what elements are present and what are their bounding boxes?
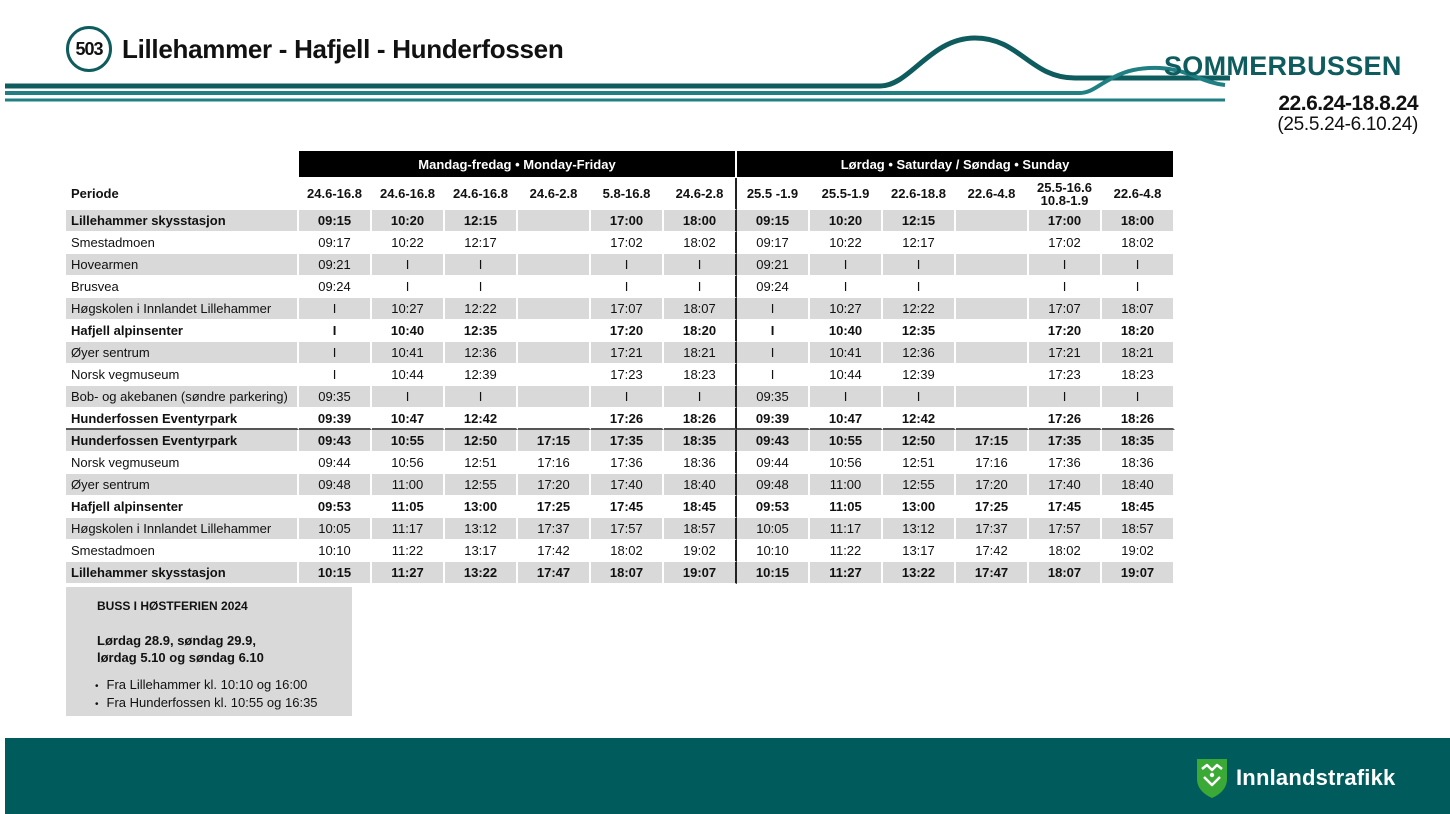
stop-name: Smestadmoen	[66, 232, 299, 254]
departure-time	[956, 320, 1029, 342]
departure-time: I	[299, 320, 372, 342]
departure-time: 10:44	[372, 364, 445, 386]
note-days-line1: Lørdag 28.9, søndag 29.9,	[97, 633, 256, 648]
departure-time: I	[883, 276, 956, 298]
innlandstrafikk-shield-icon	[1195, 757, 1229, 799]
departure-time: 10:40	[810, 320, 883, 342]
departure-time: 18:21	[664, 342, 737, 364]
departure-time: I	[883, 386, 956, 408]
periode-row	[66, 178, 1175, 210]
departure-time: 09:15	[299, 210, 372, 232]
departure-time: 09:35	[299, 386, 372, 408]
periode-label: Periode	[66, 178, 299, 210]
departure-time: 09:17	[299, 232, 372, 254]
stop-name: Hafjell alpinsenter	[66, 320, 299, 342]
stop-name: Høgskolen i Innlandet Lillehammer	[66, 298, 299, 320]
departure-time: 12:36	[883, 342, 956, 364]
departure-time: 11:00	[810, 474, 883, 496]
table-row	[66, 562, 1175, 584]
departure-time: 10:20	[810, 210, 883, 232]
stop-name: Smestadmoen	[66, 540, 299, 562]
departure-time: 18:02	[664, 232, 737, 254]
departure-time: 09:43	[737, 430, 810, 452]
departure-time: 10:05	[299, 518, 372, 540]
period-header: 25.5 -1.9	[737, 178, 810, 210]
departure-time: 09:44	[737, 452, 810, 474]
departure-time: I	[591, 276, 664, 298]
departure-time: 09:48	[737, 474, 810, 496]
table-row	[66, 518, 1175, 540]
group-header-row	[66, 151, 1175, 178]
departure-time: 11:17	[372, 518, 445, 540]
departure-time: 17:45	[1029, 496, 1102, 518]
note-days-line2: lørdag 5.10 og søndag 6.10	[97, 650, 264, 665]
departure-time: 10:55	[372, 430, 445, 452]
period-header-line: 10.8-1.9	[1040, 192, 1089, 208]
departure-time: 11:17	[810, 518, 883, 540]
departure-time: I	[591, 254, 664, 276]
departure-time	[956, 386, 1029, 408]
departure-time: 10:55	[810, 430, 883, 452]
departure-time: 18:36	[1102, 452, 1175, 474]
table-row	[66, 408, 1175, 430]
departure-time: 17:57	[1029, 518, 1102, 540]
departure-time: I	[1029, 254, 1102, 276]
table-row	[66, 496, 1175, 518]
departure-time: 17:00	[591, 210, 664, 232]
departure-time: I	[372, 386, 445, 408]
table-row	[66, 342, 1175, 364]
departure-time: 17:35	[591, 430, 664, 452]
departure-time: 10:47	[810, 408, 883, 430]
departure-time: I	[445, 386, 518, 408]
table-row	[66, 210, 1175, 232]
departure-time: 11:22	[810, 540, 883, 562]
departure-time: 13:12	[883, 518, 956, 540]
departure-time: 10:05	[737, 518, 810, 540]
departure-time: 09:43	[299, 430, 372, 452]
departure-time: 13:17	[883, 540, 956, 562]
departure-time: I	[372, 254, 445, 276]
departure-time: 18:23	[1102, 364, 1175, 386]
stop-name: Lillehammer skysstasjon	[66, 562, 299, 584]
note-item: • Fra Hunderfossen kl. 10:55 og 16:35	[95, 695, 352, 713]
departure-time	[956, 276, 1029, 298]
departure-time: 13:22	[883, 562, 956, 584]
departure-time: I	[737, 298, 810, 320]
departure-time: 17:02	[591, 232, 664, 254]
stop-name: Hovearmen	[66, 254, 299, 276]
departure-time: 12:39	[883, 364, 956, 386]
departure-time: 17:25	[956, 496, 1029, 518]
departure-time: 17:07	[591, 298, 664, 320]
departure-time	[956, 210, 1029, 232]
stop-name: Hunderfossen Eventyrpark	[66, 430, 299, 452]
departure-time: 17:20	[518, 474, 591, 496]
stop-name: Brusvea	[66, 276, 299, 298]
departure-time: 10:56	[810, 452, 883, 474]
departure-time: 09:48	[299, 474, 372, 496]
table-row	[66, 276, 1175, 298]
period-header: 22.6-4.8	[956, 178, 1029, 210]
departure-time: I	[737, 364, 810, 386]
stop-name: Øyer sentrum	[66, 474, 299, 496]
departure-time: 17:45	[591, 496, 664, 518]
departure-time: 10:15	[737, 562, 810, 584]
stop-name: Lillehammer skysstasjon	[66, 210, 299, 232]
wave-top-line	[5, 38, 1230, 86]
departure-time: 18:35	[664, 430, 737, 452]
departure-time	[956, 232, 1029, 254]
departure-time: 11:05	[372, 496, 445, 518]
departure-time: 18:21	[1102, 342, 1175, 364]
departure-time: 11:00	[372, 474, 445, 496]
departure-time: 12:55	[445, 474, 518, 496]
period-header: 25.5-1.9	[810, 178, 883, 210]
departure-time: I	[664, 254, 737, 276]
brand-title: SOMMERBUSSEN	[1164, 51, 1402, 81]
departure-time: 09:17	[737, 232, 810, 254]
departure-time	[518, 210, 591, 232]
departure-time: 17:16	[518, 452, 591, 474]
departure-time: I	[737, 342, 810, 364]
departure-time: 18:20	[1102, 320, 1175, 342]
departure-time: 17:36	[1029, 452, 1102, 474]
table-row	[66, 452, 1175, 474]
departure-time: 17:37	[956, 518, 1029, 540]
departure-time: 13:00	[445, 496, 518, 518]
departure-time: 17:47	[518, 562, 591, 584]
departure-time: 10:56	[372, 452, 445, 474]
departure-time: 09:21	[299, 254, 372, 276]
departure-time: 10:47	[372, 408, 445, 430]
departure-time	[518, 320, 591, 342]
departure-time	[518, 364, 591, 386]
departure-time: 09:39	[299, 408, 372, 430]
departure-time: 17:20	[956, 474, 1029, 496]
departure-time: 18:07	[591, 562, 664, 584]
departure-time: 17:21	[591, 342, 664, 364]
period-header: 24.6-16.8	[299, 178, 372, 210]
departure-time	[518, 386, 591, 408]
departure-time: 10:44	[810, 364, 883, 386]
departure-time: I	[1029, 386, 1102, 408]
departure-time: 10:22	[810, 232, 883, 254]
departure-time: 10:27	[810, 298, 883, 320]
departure-time: I	[1102, 276, 1175, 298]
period-header: 24.6-16.8	[445, 178, 518, 210]
departure-time: 10:41	[810, 342, 883, 364]
departure-time: 18:40	[664, 474, 737, 496]
period-header: 22.6-18.8	[883, 178, 956, 210]
departure-time: 13:12	[445, 518, 518, 540]
departure-time: 12:50	[883, 430, 956, 452]
departure-time: 10:41	[372, 342, 445, 364]
departure-time: 10:10	[737, 540, 810, 562]
departure-time: 17:15	[956, 430, 1029, 452]
departure-time: 17:23	[591, 364, 664, 386]
departure-time: 12:35	[883, 320, 956, 342]
period-main: 22.6.24-18.8.24	[1278, 92, 1418, 115]
departure-time: 17:00	[1029, 210, 1102, 232]
period-header: 22.6-4.8	[1102, 178, 1175, 210]
departure-time: 18:57	[1102, 518, 1175, 540]
departure-time: 12:50	[445, 430, 518, 452]
departure-time	[518, 232, 591, 254]
departure-time: 12:55	[883, 474, 956, 496]
departure-time: 12:51	[445, 452, 518, 474]
period-header: 24.6-2.8	[664, 178, 737, 210]
departure-time: 17:26	[591, 408, 664, 430]
departure-time: 10:15	[299, 562, 372, 584]
stop-name: Norsk vegmuseum	[66, 364, 299, 386]
group-weekday: Mandag-fredag • Monday-Friday	[299, 151, 737, 178]
departure-time: 12:39	[445, 364, 518, 386]
note-list	[95, 677, 352, 713]
departure-time: 09:35	[737, 386, 810, 408]
departure-time: 18:26	[664, 408, 737, 430]
footer-logo[interactable]	[1195, 757, 1395, 799]
departure-time: 17:20	[1029, 320, 1102, 342]
departure-time: I	[591, 386, 664, 408]
group-weekend: Lørdag • Saturday / Søndag • Sunday	[737, 151, 1175, 178]
table-row	[66, 386, 1175, 408]
departure-time: 09:39	[737, 408, 810, 430]
departure-time: 10:20	[372, 210, 445, 232]
departure-time: 18:57	[664, 518, 737, 540]
departure-time: 19:02	[664, 540, 737, 562]
table-row	[66, 430, 1175, 452]
table-row	[66, 254, 1175, 276]
departure-time: 12:36	[445, 342, 518, 364]
departure-time: 17:16	[956, 452, 1029, 474]
departure-time: 18:02	[591, 540, 664, 562]
departure-time: 18:35	[1102, 430, 1175, 452]
departure-time	[956, 254, 1029, 276]
departure-time: 12:22	[445, 298, 518, 320]
wave-graphic	[0, 30, 1230, 105]
departure-time: I	[810, 276, 883, 298]
departure-time: 09:44	[299, 452, 372, 474]
departure-time	[518, 408, 591, 430]
departure-time: 18:07	[664, 298, 737, 320]
departure-time: 18:45	[1102, 496, 1175, 518]
departure-time: 18:20	[664, 320, 737, 342]
stop-name: Høgskolen i Innlandet Lillehammer	[66, 518, 299, 540]
departure-time: I	[299, 364, 372, 386]
table-row	[66, 540, 1175, 562]
departure-time	[518, 276, 591, 298]
table-row	[66, 474, 1175, 496]
departure-time: 18:26	[1102, 408, 1175, 430]
departure-time: 09:24	[737, 276, 810, 298]
departure-time: 10:40	[372, 320, 445, 342]
table-row	[66, 298, 1175, 320]
table-row	[66, 364, 1175, 386]
departure-time: 10:22	[372, 232, 445, 254]
departure-time: 09:53	[737, 496, 810, 518]
departure-time: I	[1102, 254, 1175, 276]
departure-time: 17:02	[1029, 232, 1102, 254]
departure-time: 17:20	[591, 320, 664, 342]
departure-time: 09:53	[299, 496, 372, 518]
departure-time: 09:24	[299, 276, 372, 298]
departure-time: 17:37	[518, 518, 591, 540]
departure-time: I	[883, 254, 956, 276]
departure-time: 11:05	[810, 496, 883, 518]
departure-time: I	[810, 386, 883, 408]
departure-time: I	[299, 298, 372, 320]
period-header-line: 25.5-16.6	[1037, 179, 1092, 195]
departure-time: I	[1029, 276, 1102, 298]
departure-time: 18:45	[664, 496, 737, 518]
departure-time: 17:35	[1029, 430, 1102, 452]
departure-time: I	[664, 386, 737, 408]
departure-time: I	[372, 276, 445, 298]
departure-time: 17:15	[518, 430, 591, 452]
note-item: • Fra Lillehammer kl. 10:10 og 16:00	[95, 677, 352, 695]
departure-time: 18:36	[664, 452, 737, 474]
period-header	[1029, 178, 1102, 210]
departure-time: 11:27	[810, 562, 883, 584]
departure-time: 17:26	[1029, 408, 1102, 430]
departure-time	[518, 342, 591, 364]
note-days	[97, 632, 352, 666]
departure-time: I	[445, 276, 518, 298]
departure-time	[518, 254, 591, 276]
departure-time: 12:17	[883, 232, 956, 254]
departure-time: 19:02	[1102, 540, 1175, 562]
departure-time: 11:27	[372, 562, 445, 584]
route-number: 503	[75, 38, 103, 59]
departure-time: I	[810, 254, 883, 276]
departure-time: 12:15	[445, 210, 518, 232]
departure-time	[956, 342, 1029, 364]
departure-time: 13:00	[883, 496, 956, 518]
departure-time: 10:27	[372, 298, 445, 320]
departure-time: 18:00	[1102, 210, 1175, 232]
departure-time: 12:17	[445, 232, 518, 254]
departure-time: 12:42	[883, 408, 956, 430]
departure-time: 10:10	[299, 540, 372, 562]
departure-time: 17:42	[956, 540, 1029, 562]
departure-time: 12:15	[883, 210, 956, 232]
departure-time: 18:00	[664, 210, 737, 232]
departure-time: 19:07	[664, 562, 737, 584]
stop-name: Øyer sentrum	[66, 342, 299, 364]
departure-time: I	[299, 342, 372, 364]
period-alt: (25.5.24-6.10.24)	[1277, 114, 1418, 135]
autumn-holiday-note	[66, 587, 352, 716]
departure-time: I	[664, 276, 737, 298]
stop-name: Hafjell alpinsenter	[66, 496, 299, 518]
departure-time: 17:36	[591, 452, 664, 474]
departure-time: I	[737, 320, 810, 342]
stop-name: Hunderfossen Eventyrpark	[66, 408, 299, 430]
departure-time	[956, 408, 1029, 430]
departure-time: 18:23	[664, 364, 737, 386]
stop-name: Norsk vegmuseum	[66, 452, 299, 474]
period-header: 24.6-16.8	[372, 178, 445, 210]
departure-time: 17:40	[591, 474, 664, 496]
table-row	[66, 320, 1175, 342]
period-header: 24.6-2.8	[518, 178, 591, 210]
note-title: BUSS I HØSTFERIEN 2024	[97, 599, 248, 613]
departure-time: 17:21	[1029, 342, 1102, 364]
departure-time	[956, 364, 1029, 386]
departure-time: 19:07	[1102, 562, 1175, 584]
departure-time: 18:07	[1102, 298, 1175, 320]
departure-time: 12:22	[883, 298, 956, 320]
stop-name: Bob- og akebanen (søndre parkering)	[66, 386, 299, 408]
departure-time	[956, 298, 1029, 320]
timetable	[66, 151, 1175, 584]
departure-time: 17:23	[1029, 364, 1102, 386]
route-name: Lillehammer - Hafjell - Hunderfossen	[122, 33, 564, 64]
departure-time: 17:42	[518, 540, 591, 562]
departure-time: I	[1102, 386, 1175, 408]
departure-time: 13:17	[445, 540, 518, 562]
departure-time: 17:07	[1029, 298, 1102, 320]
departure-time: I	[445, 254, 518, 276]
departure-time: 17:40	[1029, 474, 1102, 496]
departure-time: 17:47	[956, 562, 1029, 584]
departure-time: 09:15	[737, 210, 810, 232]
departure-time: 11:22	[372, 540, 445, 562]
departure-time: 12:51	[883, 452, 956, 474]
period-header: 5.8-16.8	[591, 178, 664, 210]
departure-time: 12:42	[445, 408, 518, 430]
departure-time: 18:02	[1029, 540, 1102, 562]
departure-time: 18:02	[1102, 232, 1175, 254]
departure-time: 17:25	[518, 496, 591, 518]
table-row	[66, 232, 1175, 254]
departure-time: 17:57	[591, 518, 664, 540]
departure-time: 09:21	[737, 254, 810, 276]
departure-time: 18:40	[1102, 474, 1175, 496]
departure-time: 18:07	[1029, 562, 1102, 584]
departure-time: 12:35	[445, 320, 518, 342]
footer-logo-text: Innlandstrafikk	[1236, 765, 1396, 790]
departure-time	[518, 298, 591, 320]
departure-time: 13:22	[445, 562, 518, 584]
